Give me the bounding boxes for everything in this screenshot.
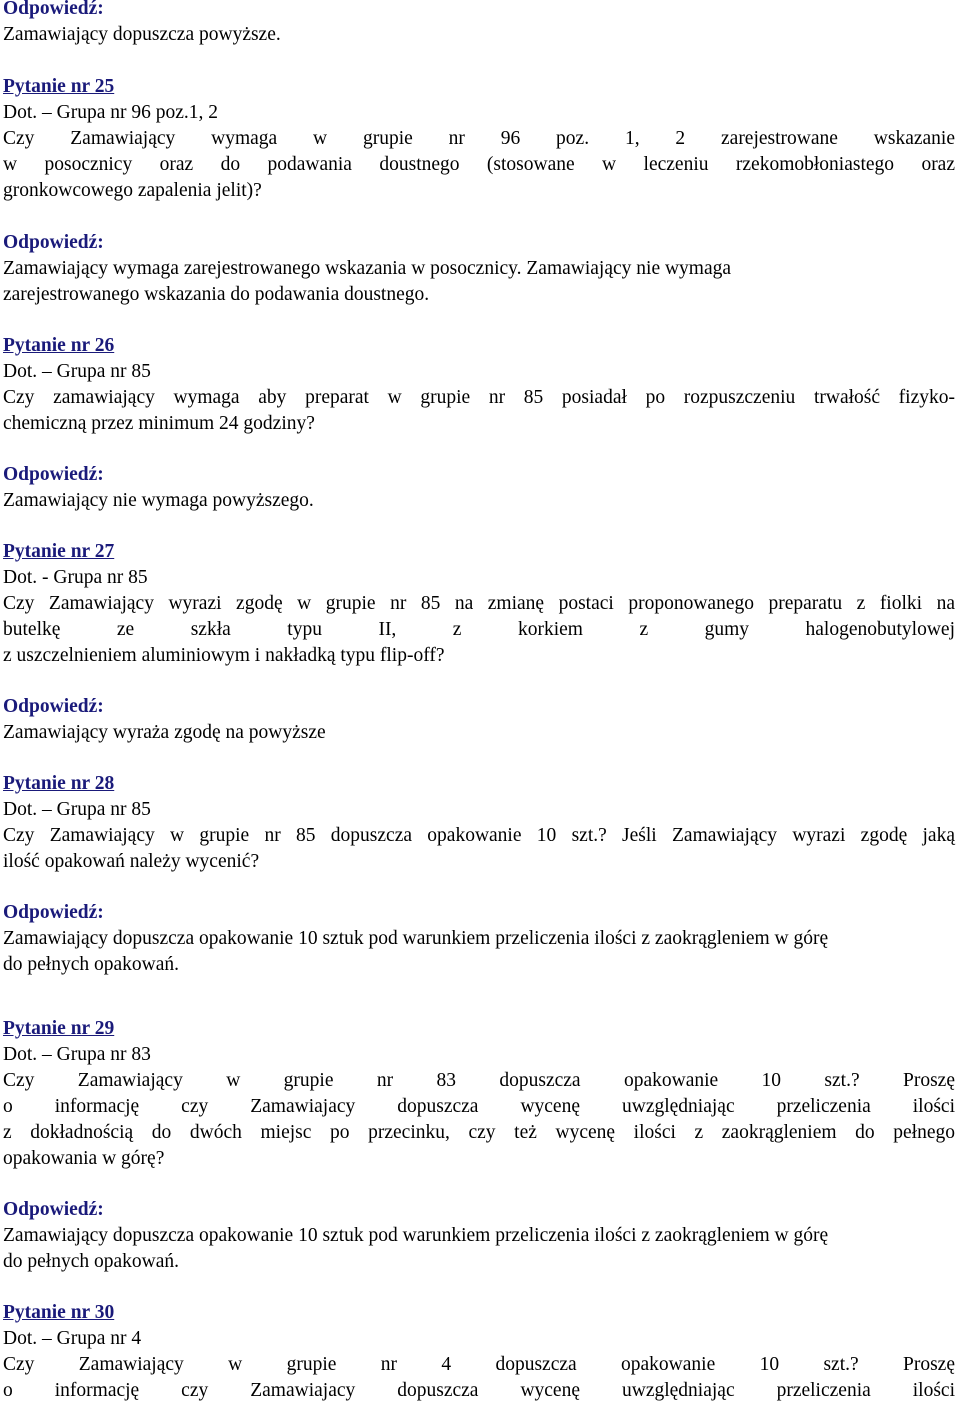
question-reference: Dot. – Grupa nr 83: [3, 1044, 151, 1065]
question-title: Pytanie nr 25: [3, 76, 115, 97]
question-line: gronkowcowego zapalenia jelit)?: [3, 180, 262, 201]
question-block: [3, 771, 955, 875]
answer-label: Odpowiedź:: [3, 0, 104, 19]
question-line: Czy Zamawiający w grupie nr 85 dopuszcza opakowanie 10 szt.? Jeśli Zamawiający wyrazi zgodę jaką: [3, 825, 955, 846]
question-line: Czy Zamawiający w grupie nr 83 dopuszcza opakowanie 10 szt.? Proszę: [3, 1070, 955, 1091]
question-line: z uszczelnieniem aluminiowym i nakładką typu flip-off?: [3, 645, 445, 666]
answer-line: Zamawiający dopuszcza powyższe.: [3, 24, 281, 45]
question-block: [3, 1016, 955, 1172]
answer-label: Odpowiedź:: [3, 232, 104, 253]
answer-line: Zamawiający wyraża zgodę na powyższe: [3, 722, 326, 743]
question-reference: Dot. – Grupa nr 85: [3, 799, 151, 820]
question-line: o informację czy Zamawiajacy dopuszcza wycenę uwzględniając przeliczenia ilości: [3, 1096, 955, 1117]
answer-block: [3, 0, 955, 48]
answer-line: Zamawiający nie wymaga powyższego.: [3, 490, 314, 511]
question-block: [3, 333, 955, 437]
question-block: [3, 1300, 955, 1404]
question-line: opakowania w górę?: [3, 1148, 165, 1169]
answer-block: [3, 462, 955, 514]
question-line: Czy Zamawiający wyrazi zgodę w grupie nr 85 na zmianę postaci proponowanego preparatu z fiolki na: [3, 593, 955, 614]
question-reference: Dot. – Grupa nr 4: [3, 1328, 142, 1349]
answer-line: Zamawiający wymaga zarejestrowanego wskazania w posocznicy. Zamawiający nie wymaga: [3, 258, 732, 279]
answer-label: Odpowiedź:: [3, 1199, 104, 1220]
question-line: o informację czy Zamawiajacy dopuszcza wycenę uwzględniając przeliczenia ilości: [3, 1380, 955, 1401]
question-line: w posocznicy oraz do podawania doustnego (stosowane w leczeniu rzekomobłoniastego oraz: [3, 154, 955, 175]
question-line: chemiczną przez minimum 24 godziny?: [3, 413, 315, 434]
answer-block: [3, 230, 955, 308]
question-reference: Dot. – Grupa nr 96 poz.1, 2: [3, 102, 219, 123]
answer-line: do pełnych opakowań.: [3, 1251, 179, 1272]
answer-block: [3, 1197, 955, 1275]
answer-label: Odpowiedź:: [3, 902, 104, 923]
question-reference: Dot. – Grupa nr 85: [3, 361, 151, 382]
answer-line: Zamawiający dopuszcza opakowanie 10 sztuk pod warunkiem przeliczenia ilości z zaokrągleniem w górę: [3, 1225, 829, 1246]
question-line: ilość opakowań należy wycenić?: [3, 851, 260, 872]
question-block: [3, 539, 955, 669]
question-line: Czy Zamawiający w grupie nr 4 dopuszcza opakowanie 10 szt.? Proszę: [3, 1354, 955, 1375]
question-line: Czy zamawiający wymaga aby preparat w grupie nr 85 posiadał po rozpuszczeniu trwałość fizyko-: [3, 387, 955, 408]
question-title: Pytanie nr 26: [3, 335, 115, 356]
question-title: Pytanie nr 27: [3, 541, 115, 562]
answer-line: Zamawiający dopuszcza opakowanie 10 sztuk pod warunkiem przeliczenia ilości z zaokrągleniem w górę: [3, 928, 829, 949]
answer-line: do pełnych opakowań.: [3, 954, 179, 975]
question-line: butelkę ze szkła typu II, z korkiem z gumy halogenobutylowej: [3, 619, 955, 640]
answer-label: Odpowiedź:: [3, 464, 104, 485]
question-reference: Dot. - Grupa nr 85: [3, 567, 148, 588]
question-title: Pytanie nr 28: [3, 773, 115, 794]
question-line: z dokładnością do dwóch miejsc po przecinku, czy też wycenę ilości z zaokrągleniem do pełnego: [3, 1122, 955, 1143]
question-title: Pytanie nr 30: [3, 1302, 115, 1323]
question-line: Czy Zamawiający wymaga w grupie nr 96 poz. 1, 2 zarejestrowane wskazanie: [3, 128, 955, 149]
answer-block: [3, 900, 955, 978]
answer-line: zarejestrowanego wskazania do podawania doustnego.: [3, 284, 430, 305]
question-block: [3, 74, 955, 204]
answer-label: Odpowiedź:: [3, 696, 104, 717]
answer-block: [3, 694, 955, 746]
question-title: Pytanie nr 29: [3, 1018, 115, 1039]
